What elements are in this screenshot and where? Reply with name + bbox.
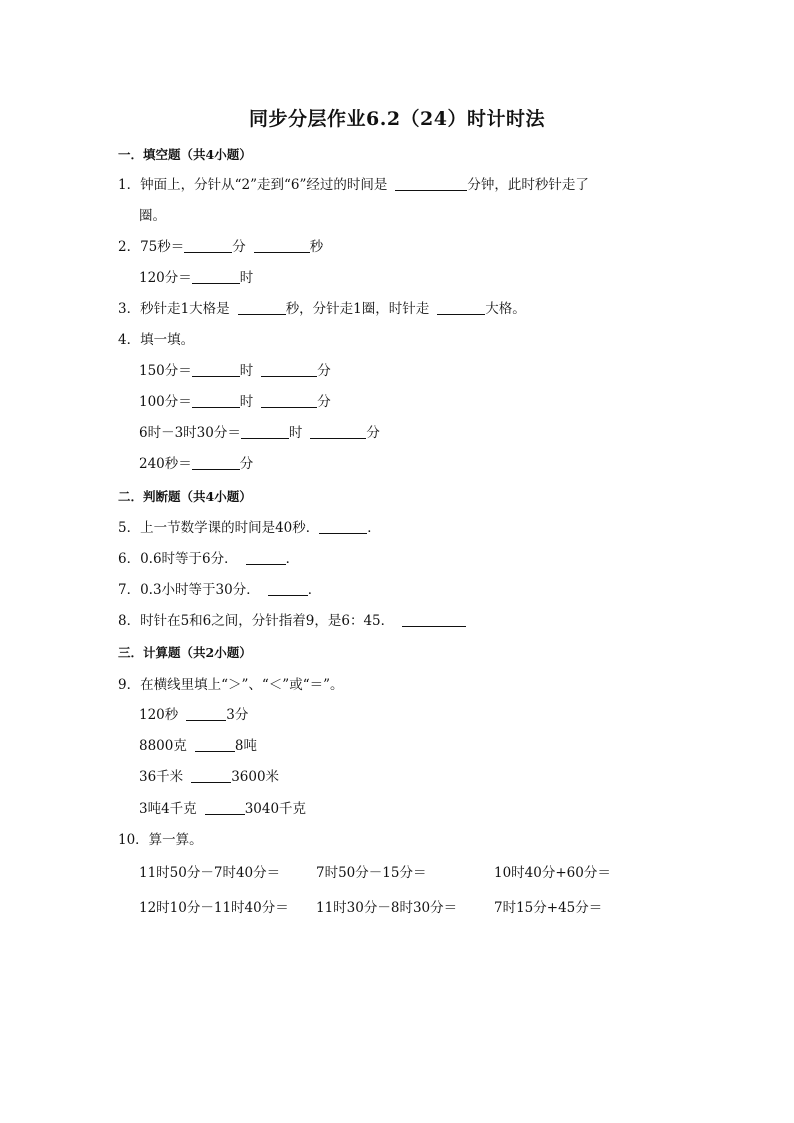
question-3: [118, 300, 526, 318]
calc-item: 10时40分+60分＝: [494, 865, 611, 881]
q1-text-c: 圈。: [139, 208, 166, 224]
q4-text: 时: [239, 363, 254, 379]
q4-text: 时: [288, 425, 303, 441]
q9-text: 3吨4千克: [139, 801, 197, 817]
q4-text: 分: [317, 394, 331, 410]
q3-text-b: 秒，分针走1圈，时针走: [285, 301, 430, 317]
q6-text: 6．0.6时等于6分．: [118, 551, 238, 567]
answer-blank[interactable]: [192, 270, 240, 284]
q2-text-e: 时: [239, 270, 254, 286]
calc-item: 7时15分+45分＝: [494, 900, 603, 916]
q2-text-d: 120分＝: [139, 270, 192, 286]
question-4-line-2: [139, 393, 331, 411]
q7-text: ．: [307, 582, 322, 598]
answer-blank[interactable]: [241, 425, 289, 439]
answer-blank[interactable]: [192, 363, 240, 377]
q2-text-b: 分: [232, 239, 246, 255]
calc-item: 12时10分－11时40分＝: [139, 900, 289, 916]
question-2-line-2: [139, 269, 253, 287]
question-4-line-1: [139, 362, 331, 380]
q9-text: 36千米: [139, 769, 184, 785]
q9-text: 120秒: [139, 707, 179, 723]
q1-text-a: 1．钟面上，分针从“2”走到“6”经过的时间是: [118, 177, 388, 193]
calc-item: 7时50分－15分＝: [316, 865, 427, 881]
question-7: [118, 581, 321, 599]
q8-text: 8．时针在5和6之间，分针指着9，是6：45．: [118, 613, 395, 629]
section-heading-fill-blank: 一．填空题（共4小题）: [118, 147, 252, 162]
q4-text: 150分＝: [139, 363, 192, 379]
answer-blank[interactable]: [192, 456, 240, 470]
q3-text-c: 大格。: [485, 301, 526, 317]
answer-blank[interactable]: [437, 301, 485, 315]
q4-text: 分: [317, 363, 331, 379]
q5-text: ．: [367, 520, 381, 536]
calc-item: 11时50分－7时40分＝: [139, 865, 281, 881]
question-5: [118, 519, 381, 537]
answer-blank[interactable]: [310, 425, 366, 439]
answer-blank[interactable]: [254, 239, 310, 253]
q5-text: 5．上一节数学课的时间是40秒．: [118, 520, 320, 536]
q4-text: 分: [366, 425, 380, 441]
question-10: 10．算一算。: [118, 832, 203, 848]
question-1-cont: [139, 207, 166, 225]
q9-text: 8吨: [234, 738, 257, 754]
question-9-line-4: [139, 800, 306, 818]
q2-text-c: 秒: [309, 239, 324, 255]
answer-blank[interactable]: [192, 394, 240, 408]
answer-blank[interactable]: [195, 738, 235, 752]
question-9: 9．在横线里填上“＞”、“＜”或“＝”。: [118, 677, 344, 693]
q9-text: 8800克: [139, 738, 187, 754]
question-8: [118, 612, 466, 630]
answer-blank[interactable]: [186, 707, 226, 721]
section-heading-true-false: 二．判断题（共4小题）: [118, 489, 252, 504]
question-9-line-3: [139, 768, 279, 786]
question-4-line-4: [139, 455, 253, 473]
page-title: 同步分层作业6.2（24）时计时法: [249, 108, 545, 130]
q4-text: 100分＝: [139, 394, 192, 410]
answer-blank[interactable]: [191, 769, 231, 783]
answer-blank[interactable]: [246, 551, 286, 565]
answer-blank[interactable]: [261, 394, 317, 408]
answer-blank[interactable]: [238, 301, 286, 315]
question-9-line-1: [139, 706, 248, 724]
q4-text: 时: [239, 394, 254, 410]
answer-blank[interactable]: [261, 363, 317, 377]
answer-blank[interactable]: [402, 613, 466, 627]
question-2: [118, 238, 323, 256]
answer-blank[interactable]: [205, 801, 245, 815]
q2-text-a: 2．75秒＝: [118, 239, 185, 255]
answer-blank[interactable]: [395, 177, 467, 191]
q3-text-a: 3．秒针走1大格是: [118, 301, 230, 317]
q4-text: 6时－3时30分＝: [139, 425, 241, 441]
q4-text: 分: [239, 456, 254, 472]
question-9-line-2: [139, 737, 257, 755]
q9-text: 3分: [226, 707, 249, 723]
question-4-line-3: [139, 424, 380, 442]
q1-text-b: 分钟，此时秒针走了: [467, 177, 589, 193]
section-heading-calculation: 三．计算题（共2小题）: [118, 645, 252, 660]
answer-blank[interactable]: [184, 239, 232, 253]
q9-text: 3040千克: [244, 801, 307, 817]
question-6: [118, 550, 299, 568]
answer-blank[interactable]: [319, 520, 367, 534]
question-1: [118, 176, 589, 194]
answer-blank[interactable]: [268, 582, 308, 596]
q7-text: 7．0.3小时等于30分．: [118, 582, 260, 598]
q6-text: ．: [285, 551, 300, 567]
q9-text: 3600米: [231, 769, 280, 785]
q4-text: 240秒＝: [139, 456, 192, 472]
question-4: 4．填一填。: [118, 332, 195, 348]
calc-item: 11时30分－8时30分＝: [316, 900, 458, 916]
